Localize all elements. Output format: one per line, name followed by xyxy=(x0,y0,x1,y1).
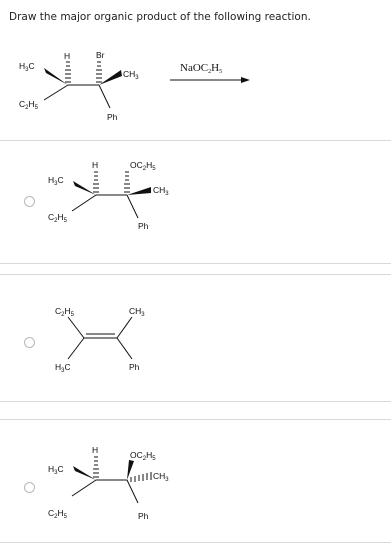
choice-b-structure xyxy=(0,275,391,403)
hashed-bond xyxy=(131,472,151,482)
label-h3c: $H_3C$ xyxy=(48,175,64,187)
choice-b[interactable] xyxy=(0,274,391,402)
label-c2h5: $C_2H_5$ xyxy=(48,212,67,224)
label-ph: Ph xyxy=(138,511,149,521)
label-ch3: $CH_3$ xyxy=(129,306,145,318)
wedge-bond xyxy=(99,70,122,85)
label-c2h5: $C_2H_5$ xyxy=(19,99,38,111)
label-ph: Ph xyxy=(107,112,118,122)
reaction-scheme xyxy=(0,0,391,135)
label-h3c: $H_3C$ xyxy=(48,464,64,476)
hashed-bond xyxy=(96,62,102,82)
wedge-bond xyxy=(44,68,68,85)
label-oc2h5: $OC_2H_5$ xyxy=(130,450,156,462)
label-c2h5: $C_2H_5$ xyxy=(48,508,67,520)
choice-a[interactable] xyxy=(0,140,391,264)
hashed-bond xyxy=(93,172,99,192)
reactant-structure xyxy=(44,62,110,108)
label-ch3: $CH_3$ xyxy=(153,471,169,483)
hashed-bond xyxy=(65,62,71,82)
label-h3c: $H_3C$ xyxy=(19,61,35,73)
wedge-bond xyxy=(73,466,96,480)
question-text: Draw the major organic product of the following reaction. xyxy=(9,11,311,23)
reaction-arrow xyxy=(170,77,250,83)
reagent-label: NaOC2H5 xyxy=(180,62,223,75)
label-h3c: $H_3C$ xyxy=(55,362,71,374)
choice-c[interactable] xyxy=(0,419,391,543)
label-oc2h5: $OC_2H_5$ xyxy=(130,160,156,172)
choice-c-structure xyxy=(0,420,391,544)
label-ch3: $CH_3$ xyxy=(153,185,169,197)
label-ph: Ph xyxy=(129,362,140,372)
label-h: H xyxy=(92,445,99,455)
hashed-bond xyxy=(124,172,130,192)
wedge-bond xyxy=(127,187,151,195)
label-br: Br xyxy=(96,50,105,60)
wedge-bond xyxy=(73,181,96,195)
hashed-bond xyxy=(93,457,99,477)
choice-a-structure xyxy=(0,141,391,265)
label-ch3: $CH_3$ xyxy=(123,69,139,81)
label-h: H xyxy=(64,51,71,61)
label-ph: Ph xyxy=(138,221,149,231)
label-c2h5: $C_2H_5$ xyxy=(55,306,74,318)
label-h: H xyxy=(92,160,99,170)
